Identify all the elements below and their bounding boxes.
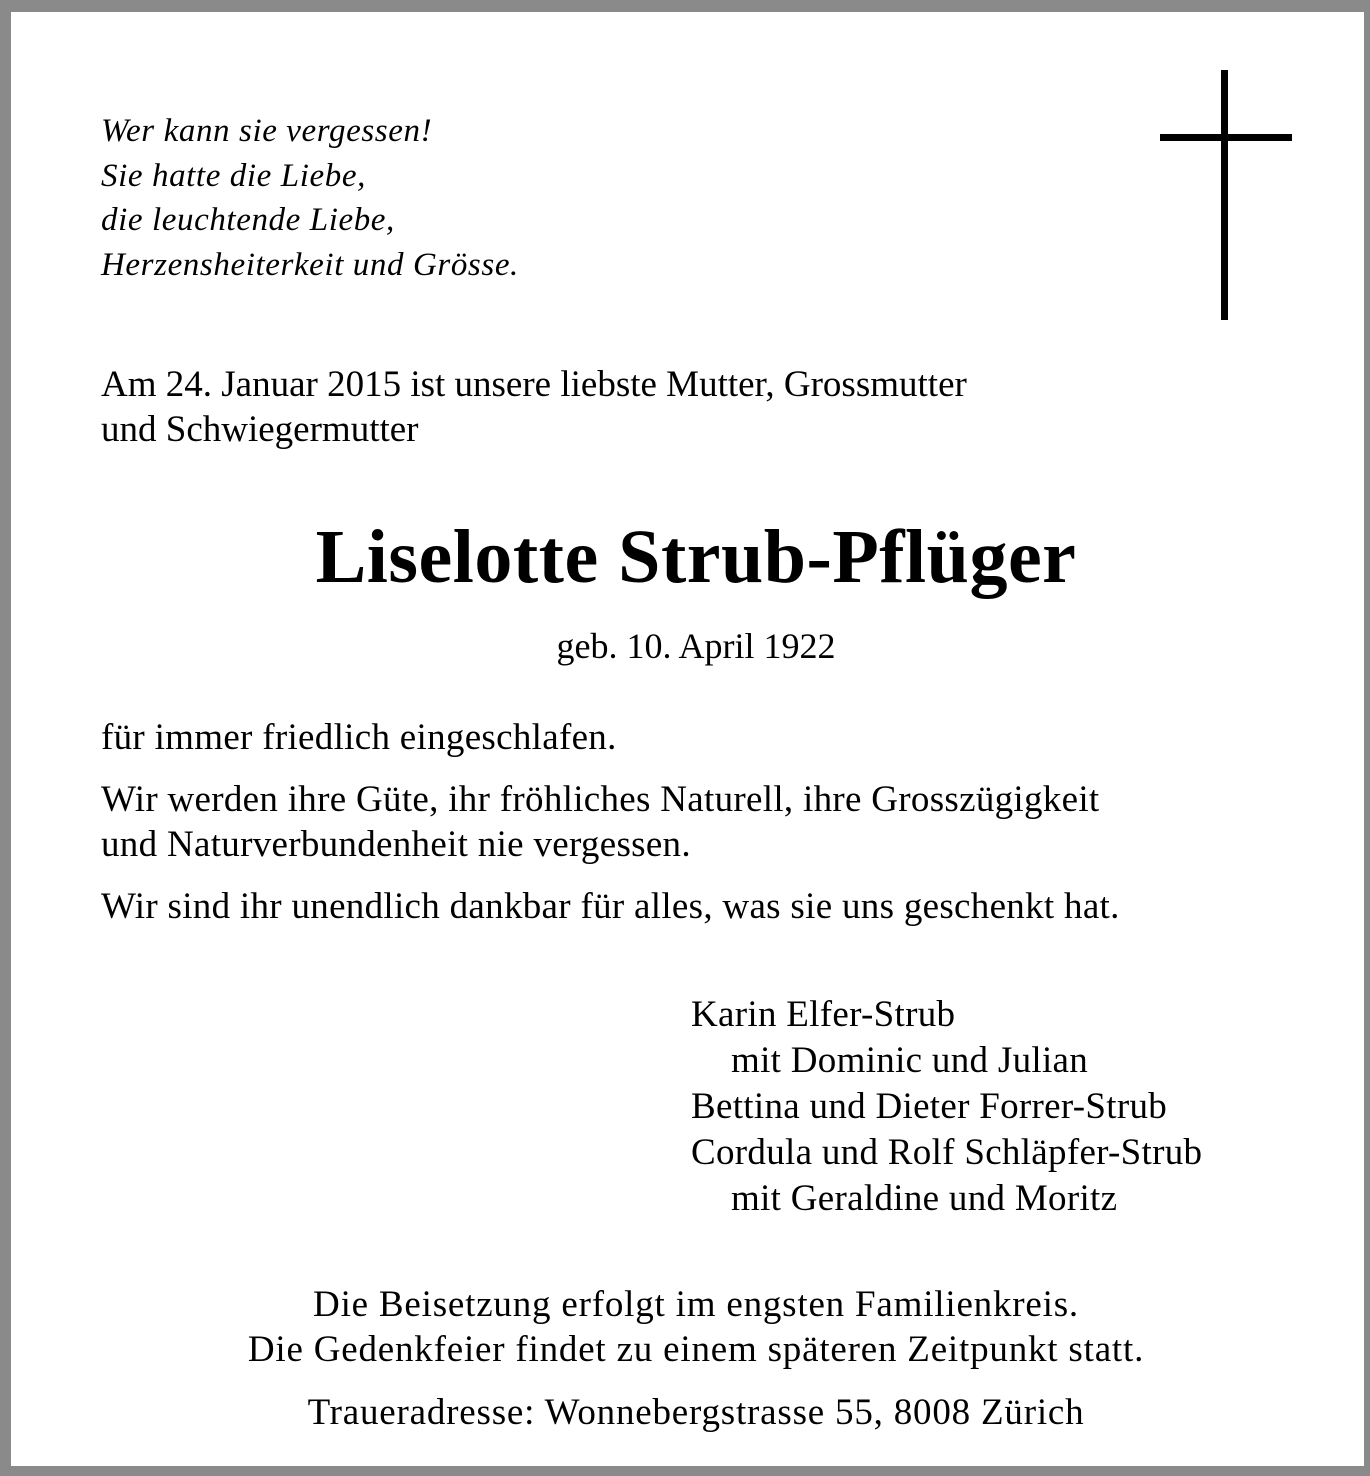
poem-line: Herzensheiterkeit und Grösse. xyxy=(101,246,519,283)
body-text xyxy=(101,715,1120,946)
body-line: Wir werden ihre Güte, ihr fröhliches Naturell, ihre Grosszügigkeit xyxy=(101,779,1100,820)
poem xyxy=(101,109,519,287)
deceased-name: Liselotte Strub-Pflüger xyxy=(315,515,1077,599)
body-paragraph xyxy=(101,715,1120,760)
cross-icon xyxy=(1160,70,1292,320)
mourning-address: Traueradresse: Wonnebergstrasse 55, 8008 Zürich xyxy=(307,1392,1085,1433)
family-signatures xyxy=(691,992,1202,1222)
poem-line: Wer kann sie vergessen! xyxy=(101,113,433,149)
body-line: Wir sind ihr unendlich dankbar für alles, was sie uns geschenkt hat. xyxy=(101,886,1120,927)
poem-line: Sie hatte die Liebe, xyxy=(101,157,366,194)
intro-line: und Schwiegermutter xyxy=(101,409,419,450)
funeral-info xyxy=(11,1282,1370,1372)
body-paragraph xyxy=(101,777,1120,867)
family-member: Karin Elfer-Strub xyxy=(691,994,956,1035)
poem-line: die leuchtende Liebe, xyxy=(101,202,395,238)
family-member: Cordula und Rolf Schläpfer-Strub xyxy=(691,1132,1203,1173)
intro-text xyxy=(101,362,967,452)
family-member: mit Geraldine und Moritz xyxy=(731,1178,1118,1219)
family-member: Bettina und Dieter Forrer-Strub xyxy=(691,1086,1168,1127)
family-member: mit Dominic und Julian xyxy=(731,1040,1089,1081)
body-line: für immer friedlich eingeschlafen. xyxy=(101,717,617,758)
body-line: und Naturverbundenheit nie vergessen. xyxy=(101,824,691,865)
intro-line: Am 24. Januar 2015 ist unsere liebste Mutter, Grossmutter xyxy=(101,364,967,405)
cross-horizontal-bar xyxy=(1160,134,1292,141)
funeral-line: Die Beisetzung erfolgt im engsten Familienkreis. xyxy=(313,1284,1079,1325)
funeral-line: Die Gedenkfeier findet zu einem späteren Zeitpunkt statt. xyxy=(247,1329,1145,1370)
body-paragraph xyxy=(101,884,1120,929)
birth-date: geb. 10. April 1922 xyxy=(556,626,836,666)
cross-vertical-bar xyxy=(1221,70,1228,320)
